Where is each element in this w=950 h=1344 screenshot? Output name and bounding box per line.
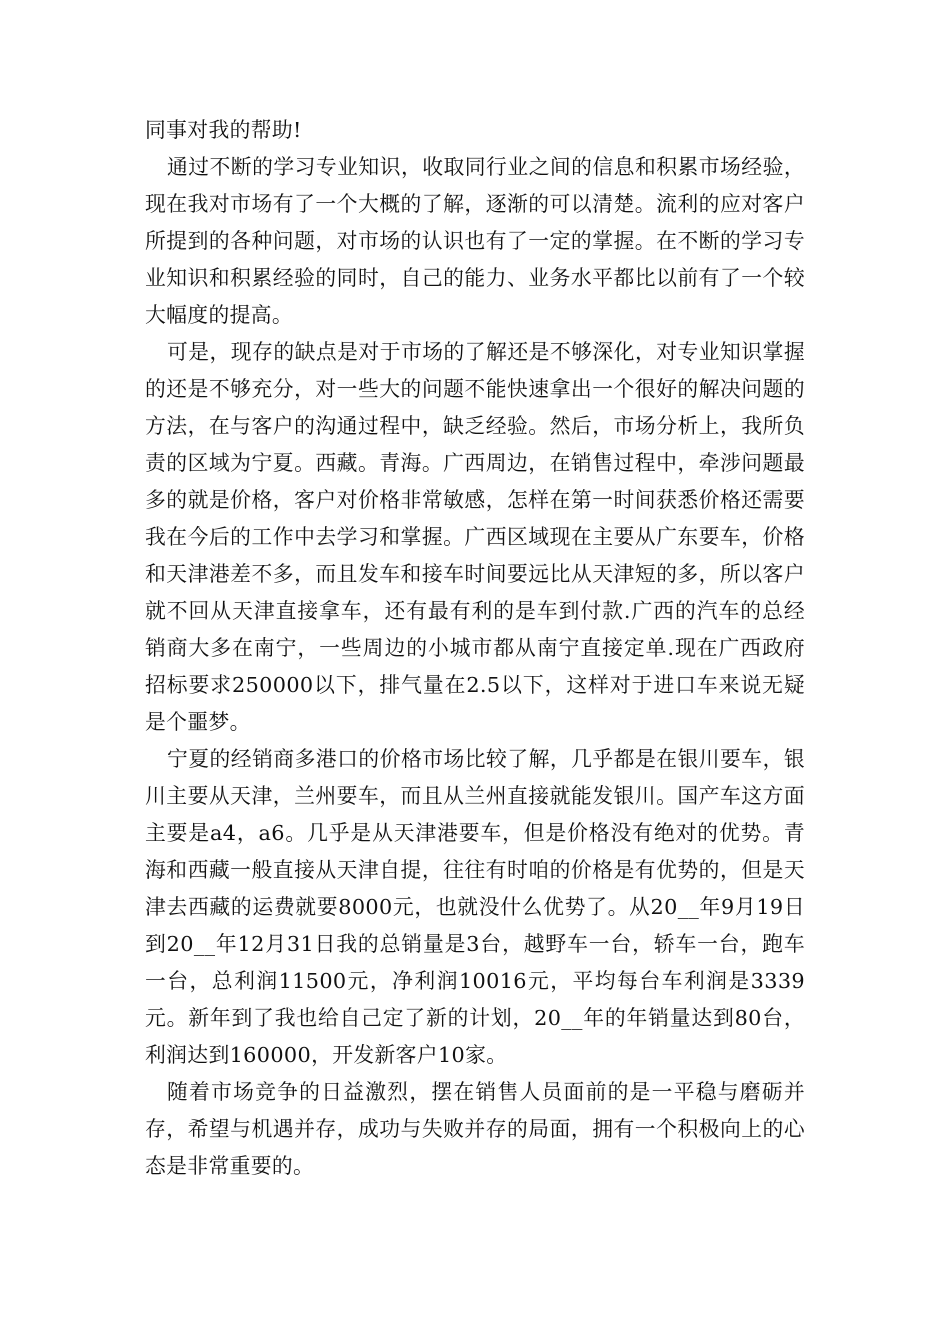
paragraph-shortcomings: 可是，现存的缺点是对于市场的了解还是不够深化，对专业知识掌握的还是不够充分，对一些大的问题不能快速拿出一个很好的解决问题的方法，在与客户的沟通过程中，缺乏经验。然后，市场分析上，我所负责的区域为宁夏。西藏。青海。广西周边，在销售过程中，牵涉问题最多的就是价格，客户对价格非常敏感，怎样在第一时间获悉价格还需要我在今后的工作中去学习和掌握。广西区域现在主要从广东要车，价格和天津港差不多，而且发车和接车时间要远比从天津短的多，所以客户就不回从天津直接拿车，还有最有利的是车到付款.广西的汽车的总经销商大多在南宁，一些周边的小城市都从南宁直接定单.现在广西政府招标要求250000以下，排气量在2.5以下，这样对于进口车来说无疑是个噩梦。 [145,340,805,734]
paragraph-continuation: 同事对我的帮助! [145,118,302,142]
document-body [145,112,805,1185]
paragraph-conclusion: 随着市场竞争的日益激烈，摆在销售人员面前的是一平稳与磨砺并存，希望与机遇并存，成功与失败并存的局面，拥有一个积极向上的心态是非常重要的。 [145,1080,805,1178]
paragraph-ningxia-sales: 宁夏的经销商多港口的价格市场比较了解，几乎都是在银川要车，银川主要从天津，兰州要车，而且从兰州直接就能发银川。国产车这方面主要是a4，a6。几乎是从天津港要车，但是价格没有绝对的优势。青海和西藏一般直接从天津自提，往往有时咱的价格是有优势的，但是天津去西藏的运费就要8000元，也就没什么优势了。从20__年9月19日到20__年12月31日我的总销量是3台，越野车一台，轿车一台，跑车一台，总利润11500元，净利润10016元，平均每台车利润是3339元。新年到了我也给自己定了新的计划，20__年的年销量达到80台，利润达到160000，开发新客户10家。 [145,747,805,1067]
paragraph-learning: 通过不断的学习专业知识，收取同行业之间的信息和积累市场经验，现在我对市场有了一个大概的了解，逐渐的可以清楚。流利的应对客户所提到的各种问题，对市场的认识也有了一定的掌握。在不断的学习专业知识和积累经验的同时，自己的能力、业务水平都比以前有了一个较大幅度的提高。 [145,155,805,327]
